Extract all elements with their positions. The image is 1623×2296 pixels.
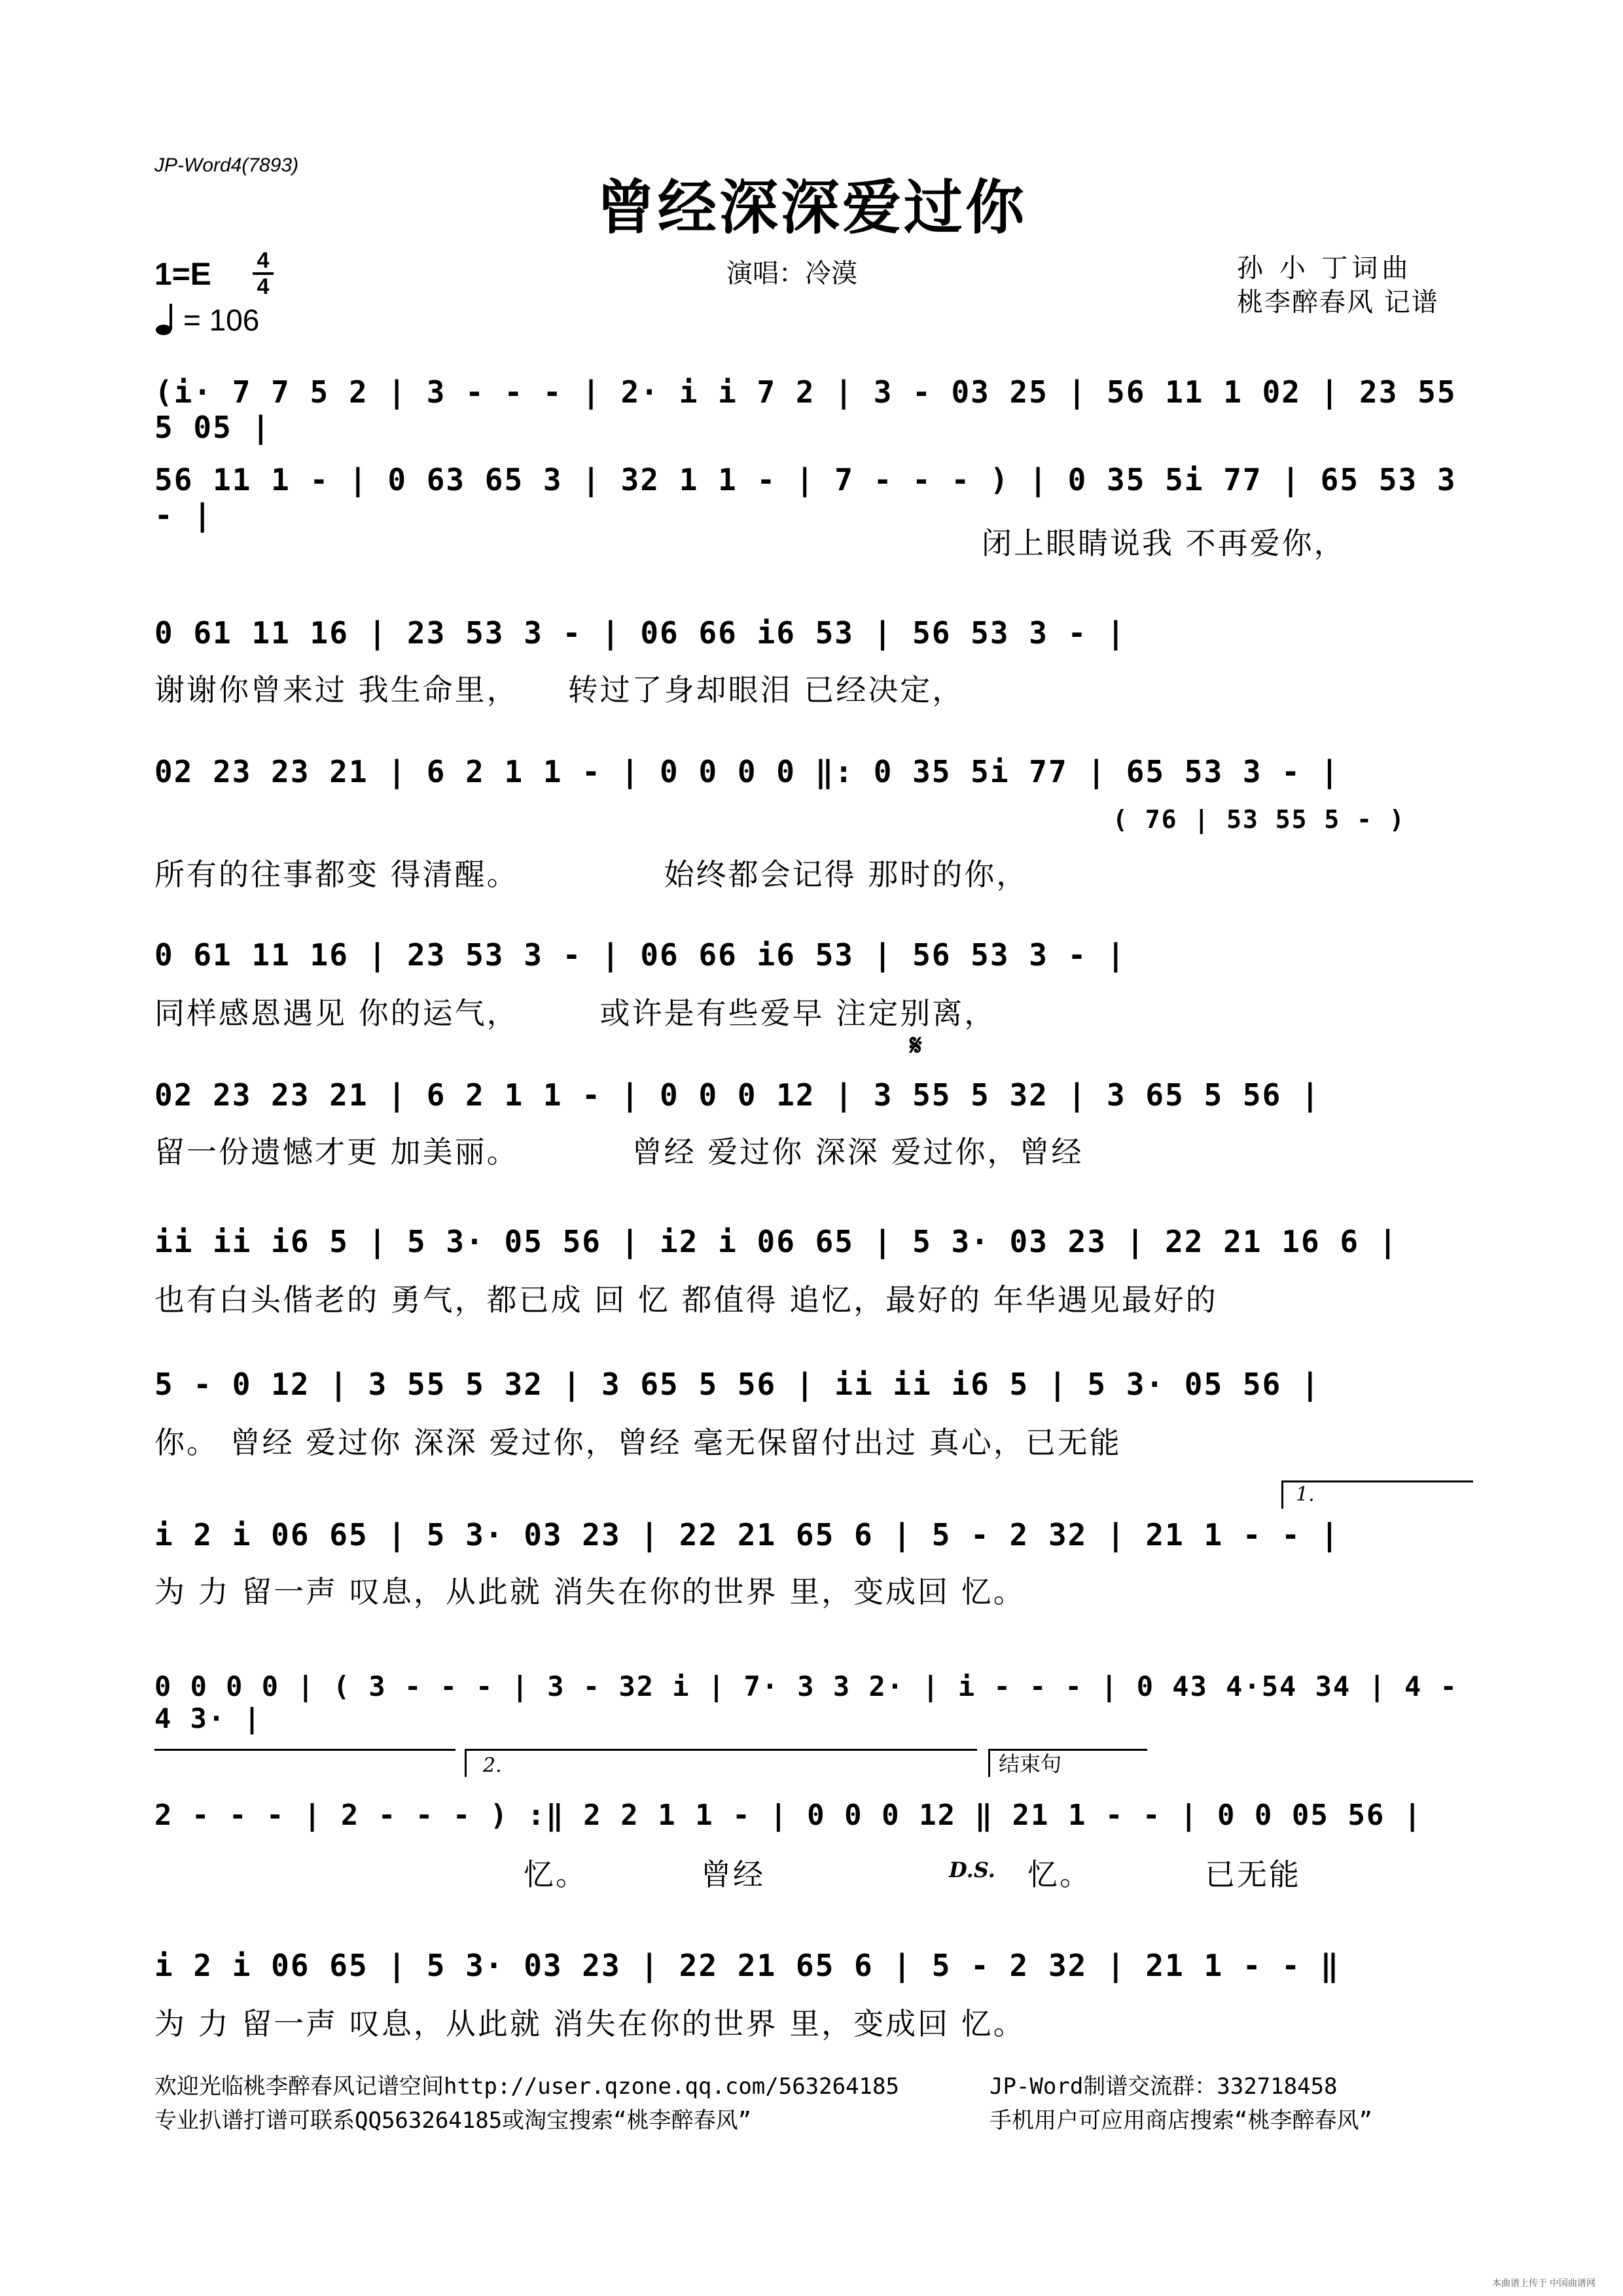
staff-line-6: 02 23 23 21 | 6 2 1 1 - | 0 0 0 12 | 3 55 5 32 | 3 65 5 56 | bbox=[154, 1077, 1321, 1113]
song-title: 曾经深深爱过你 bbox=[596, 173, 1027, 242]
upload-stamp: 本曲谱上传于 中国曲谱网 bbox=[1492, 2278, 1596, 2288]
footer-contact: 专业扒谱打谱可联系QQ563264185或淘宝搜索“桃李醉春风” bbox=[154, 2108, 752, 2134]
lyric-line-10: 忆。 已无能 bbox=[1027, 1857, 1301, 1892]
staff-line-7: ii ii i6 5 | 5 3· 05 56 | i2 i 06 65 | 5 3· 03 23 | 22 21 16 6 | bbox=[154, 1224, 1399, 1259]
lyric-line-9: 忆。 曾经 bbox=[524, 1857, 765, 1892]
lyric-line-7: 你。 曾经 爱过你 深深 爱过你，曾经 毫无保留付出过 真心，已无能 bbox=[154, 1425, 1122, 1460]
lyrics-music-credit: 孙 小 丁词曲 bbox=[1237, 253, 1412, 283]
footer-website: 欢迎光临桃李醉春风记谱空间http://user.qzone.qq.com/563264185 bbox=[154, 2073, 899, 2100]
staff-line-2: 56 11 1 - | 0 63 65 3 | 32 1 1 - | 7 - - - ) | 0 35 5i 77 | 65 53 3 - | bbox=[154, 462, 1457, 533]
quarter-note-icon bbox=[154, 302, 181, 340]
lyric-line-2: 谢谢你曾来过 我生命里， 转过了身却眼泪 已经决定， bbox=[154, 672, 965, 708]
lyric-line-3: 所有的往事都变 得清醒。 始终都会记得 那时的你， bbox=[154, 857, 1029, 892]
staff-line-9: i 2 i 06 65 | 5 3· 03 23 | 22 21 65 6 | 5 - 2 32 | 21 1 - - | bbox=[154, 1517, 1340, 1552]
staff-line-8: 5 - 0 12 | 3 55 5 32 | 3 65 5 56 | ii ii i6 5 | 5 3· 05 56 | bbox=[154, 1367, 1321, 1402]
lyric-line-4: 同样感恩遇见 你的运气， 或许是有些爱早 注定别离， bbox=[154, 996, 997, 1031]
ending-2-bracket bbox=[465, 1749, 977, 1777]
ending-1-label: 1. bbox=[1296, 1483, 1315, 1506]
staff-line-11: 2 - - - | 2 - - - ) :‖ 2 2 1 1 - | 0 0 0 12 ‖ 21 1 - - | 0 0 05 56 | bbox=[154, 1799, 1423, 1832]
ds-mark: D.S. bbox=[949, 1857, 995, 1882]
singer-credit: 演唱：冷漠 bbox=[726, 259, 857, 289]
coda-label: 结束句 bbox=[999, 1751, 1062, 1776]
time-signature bbox=[253, 250, 274, 297]
lyric-line-8: 为 力 留一声 叹息，从此就 消失在你的世界 里，变成回 忆。 bbox=[154, 1574, 1026, 1609]
lyric-line-5: 留一份遗憾才更 加美丽。 曾经 爱过你 深深 爱过你，曾经 bbox=[154, 1134, 1084, 1170]
ending-continuation-line bbox=[154, 1749, 455, 1751]
segno-sign: 𝄋 bbox=[910, 1029, 922, 1062]
software-label: JP-Word4(7893) bbox=[154, 154, 299, 176]
staff-line-10: 0 0 0 0 | ( 3 - - - | 3 - 32 i | 7· 3 3 2· | i - - - | 0 43 4·54 34 | 4 - 4 3· | bbox=[154, 1670, 1458, 1734]
lyric-line-6: 也有白头偕老的 勇气，都已成 回 忆 都值得 追忆，最好的 年华遇见最好的 bbox=[154, 1282, 1218, 1318]
footer-app: 手机用户可应用商店搜索“桃李醉春风” bbox=[990, 2108, 1372, 2134]
ending-2-label: 2. bbox=[483, 1754, 502, 1777]
lyric-line-1: 闭上眼睛说我 不再爱你， bbox=[982, 526, 1346, 561]
staff-line-4: 02 23 23 21 | 6 2 1 1 - | 0 0 0 0 ‖: 0 35 5i 77 | 65 53 3 - | bbox=[154, 754, 1340, 789]
time-top: 4 bbox=[257, 248, 270, 273]
harmony-line: ( 76 | 53 55 5 - ) bbox=[1113, 805, 1406, 834]
staff-line-12: i 2 i 06 65 | 5 3· 03 23 | 22 21 65 6 | 5 - 2 32 | 21 1 - - ‖ bbox=[154, 1948, 1340, 1983]
tempo-value: = 106 bbox=[183, 303, 260, 337]
lyric-line-11: 为 力 留一声 叹息，从此就 消失在你的世界 里，变成回 忆。 bbox=[154, 2006, 1026, 2041]
footer-group: JP-Word制谱交流群：332718458 bbox=[990, 2073, 1338, 2100]
staff-line-1: (i· 7 7 5 2 | 3 - - - | 2· i i 7 2 | 3 - 03 25 | 56 11 1 02 | 23 55 5 05 | bbox=[154, 374, 1457, 445]
transcriber-credit: 桃李醉春风 记谱 bbox=[1237, 287, 1439, 317]
time-bottom: 4 bbox=[257, 274, 270, 299]
staff-line-5: 0 61 11 16 | 23 53 3 - | 06 66 i6 53 | 56 53 3 - | bbox=[154, 937, 1126, 973]
staff-line-3: 0 61 11 16 | 23 53 3 - | 06 66 i6 53 | 56 53 3 - | bbox=[154, 615, 1126, 651]
key-signature: 1=E bbox=[154, 257, 211, 292]
